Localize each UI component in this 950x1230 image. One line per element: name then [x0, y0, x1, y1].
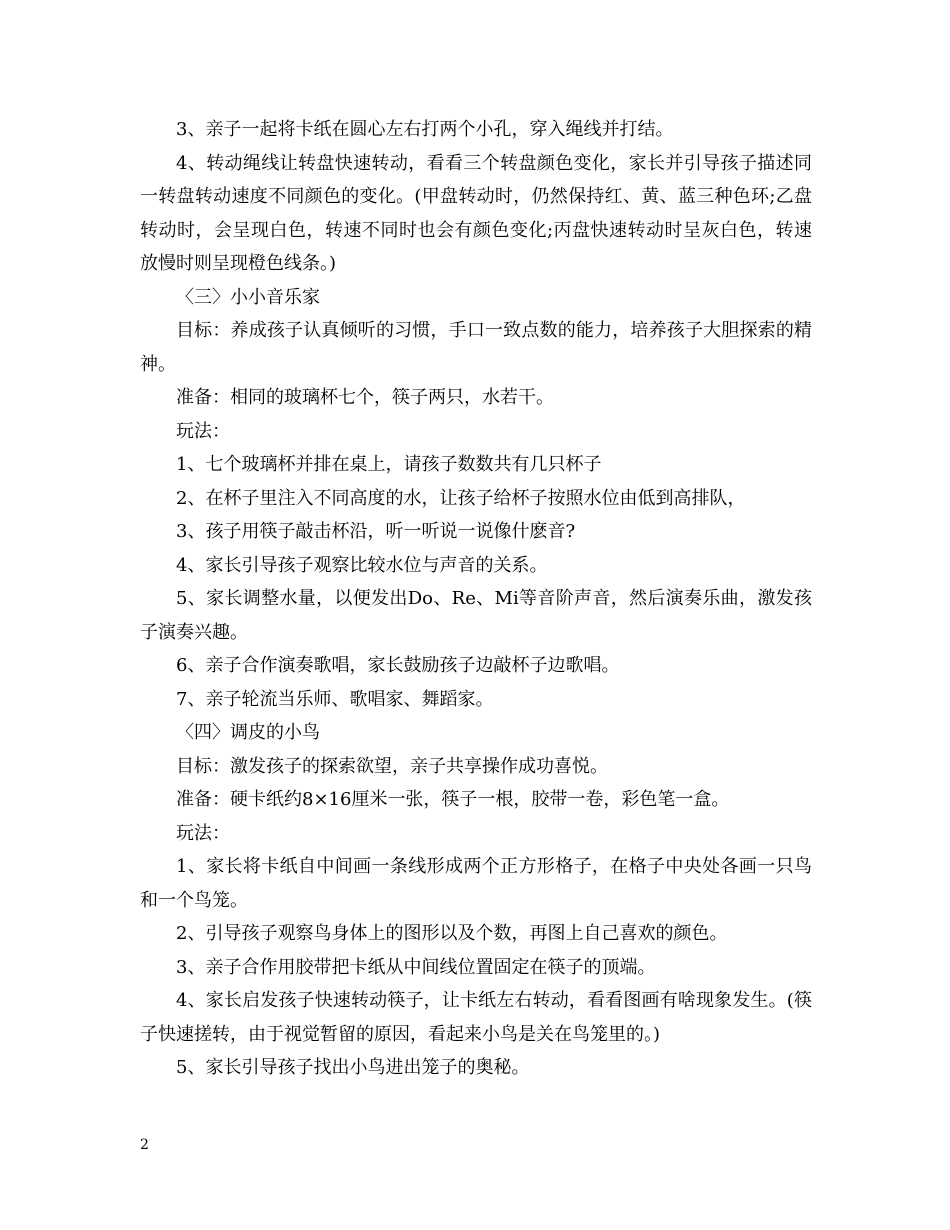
list-item: 6、亲子合作演奏歌唱，家长鼓励孩子边敲杯子边歌唱。: [176, 655, 620, 676]
paragraph: 目标：养成孩子认真倾听的习惯，手口一致点数的能力，培养孩子大胆探索的精神。: [140, 320, 812, 375]
paragraph: 玩法：: [176, 822, 230, 844]
list-item: 2、引导孩子观察鸟身体上的图形以及个数，再图上自己喜欢的颜色。: [176, 923, 728, 944]
section-heading: 〈三〉小小音乐家: [176, 286, 320, 308]
list-item: 5、家长调整水量，以便发出Do、Re、Mi等音阶声音，然后演奏乐曲，激发孩子演奏兴趣。: [140, 588, 812, 643]
page-number: 2: [140, 1137, 149, 1153]
paragraph: 玩法：: [176, 420, 230, 442]
list-item: 5、家长引导孩子找出小鸟进出笼子的奥秘。: [176, 1057, 530, 1078]
paragraph: 准备：硬卡纸约8×16厘米一张，筷子一根，胶带一卷，彩色笔一盒。: [176, 789, 730, 810]
list-item: 3、亲子合作用胶带把卡纸从中间线位置固定在筷子的顶端。: [176, 956, 656, 978]
list-item: 1、家长将卡纸自中间画一条线形成两个正方形格子，在格子中央处各画一只鸟和一个鸟笼。: [140, 856, 812, 911]
section-heading: 〈四〉调皮的小鸟: [176, 722, 320, 743]
document-body: [140, 113, 812, 1085]
list-item: 1、七个玻璃杯并排在桌上，请孩子数数共有几只杯子: [176, 454, 602, 475]
list-item: 2、在杯子里注入不同高度的水，让孩子给杯子按照水位由低到高排队，: [176, 487, 746, 509]
paragraph: 4、转动绳线让转盘快速转动，看看三个转盘颜色变化，家长并引导孩子描述同一转盘转动速度不同颜色的变化。(甲盘转动时，仍然保持红、黄、蓝三种色环;乙盘转动时，会呈现白色，转速不同时也会有颜色变化;丙盘快速转动时呈灰白色，转速放慢时则呈现橙色线条。): [140, 152, 812, 274]
list-item: 3、孩子用筷子敲击杯沿，听一听说一说像什麽音?: [176, 521, 576, 542]
paragraph: 目标：激发孩子的探索欲望，亲子共享操作成功喜悦。: [176, 755, 608, 777]
list-item: 4、家长引导孩子观察比较水位与声音的关系。: [176, 554, 548, 576]
list-item: 4、家长启发孩子快速转动筷子，让卡纸左右转动，看看图画有啥现象发生。(筷子快速搓转，由于视觉暂留的原因，看起来小鸟是关在鸟笼里的。): [140, 990, 812, 1045]
paragraph: 3、亲子一起将卡纸在圆心左右打两个小孔，穿入绳线并打结。: [176, 119, 674, 140]
list-item: 7、亲子轮流当乐师、歌唱家、舞蹈家。: [176, 688, 494, 710]
paragraph: 准备：相同的玻璃杯七个，筷子两只，水若干。: [176, 387, 554, 408]
